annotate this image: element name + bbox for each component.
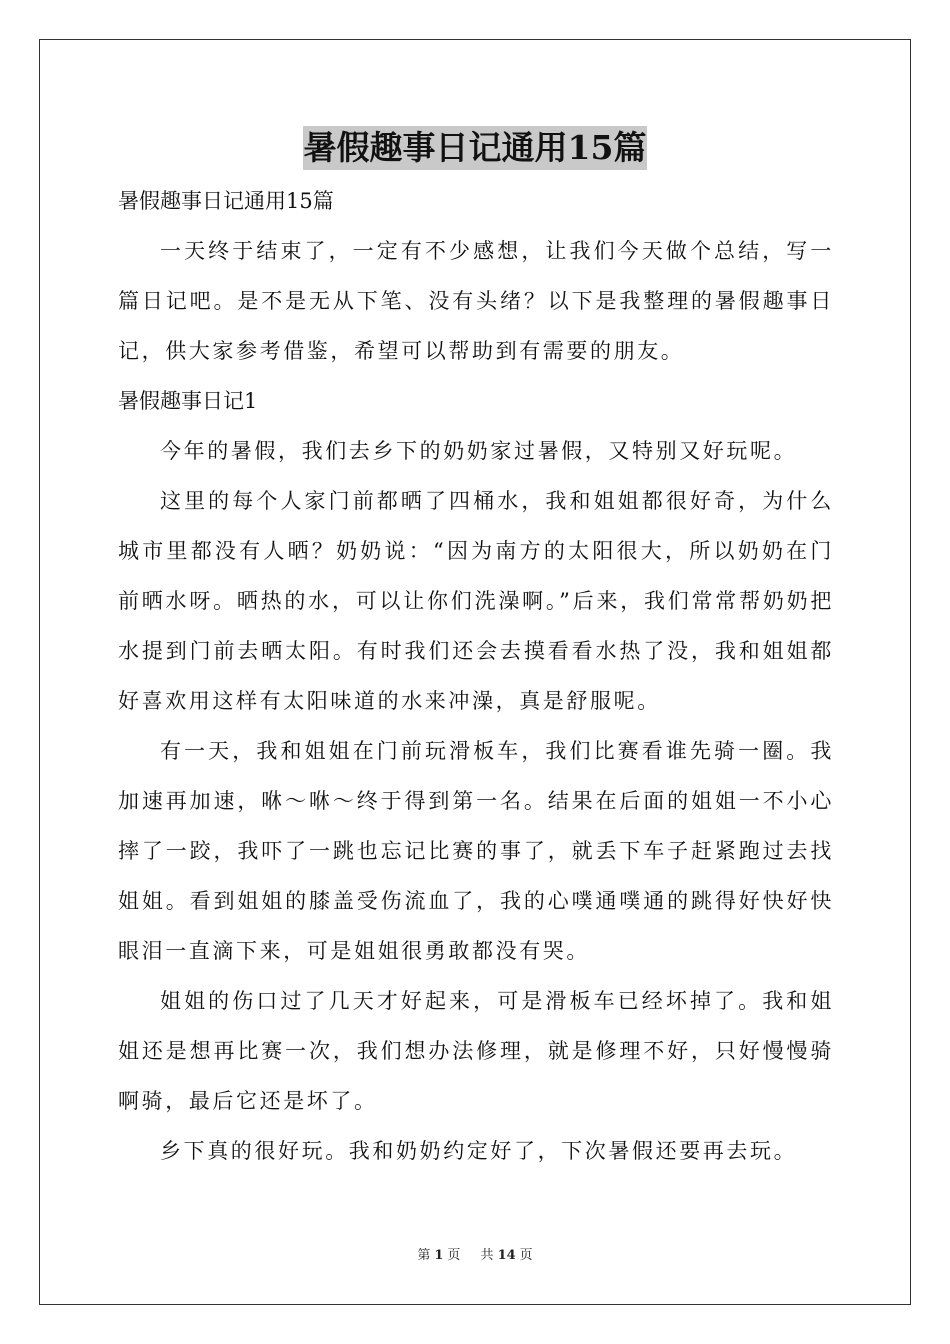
body-paragraph: 乡下真的很好玩。我和奶奶约定好了，下次暑假还要再去玩。 (160, 1139, 798, 1163)
title-container (0, 126, 950, 170)
document-title: 暑假趣事日记通用15篇 (303, 126, 648, 170)
document-subtitle: 暑假趣事日记通用15篇 (118, 189, 334, 213)
document-body (118, 176, 834, 1176)
body-paragraph: 姐姐的伤口过了几天才好起来，可是滑板车已经坏掉了。我和姐姐还是想再比赛一次，我们想办法修理，就是修理不好，只好慢慢骑啊骑，最后它还是坏了。 (118, 989, 834, 1113)
intro-paragraph: 一天终于结束了，一定有不少感想，让我们今天做个总结，写一篇日记吧。是不是无从下笔、没有头绪？以下是我整理的暑假趣事日记，供大家参考借鉴，希望可以帮助到有需要的朋友。 (118, 239, 834, 363)
section-heading: 暑假趣事日记1 (118, 389, 258, 413)
page-footer (0, 1246, 950, 1266)
total-suffix: 页 (519, 1248, 533, 1263)
body-paragraph: 这里的每个人家门前都晒了四桶水，我和姐姐都很好奇，为什么城市里都没有人晒？奶奶说：“因为南方的太阳很大，所以奶奶在门前晒水呀。晒热的水，可以让你们洗澡啊。”后来，我们常常帮奶奶把水提到门前去晒太阳。有时我们还会去摸看看水热了没，我和姐姐都好喜欢用这样有太阳味道的水来冲澡，真是舒服呢。 (118, 489, 834, 713)
page-number: 1 (434, 1248, 444, 1263)
page-suffix: 页 (447, 1248, 461, 1263)
total-prefix: 共 (480, 1248, 494, 1263)
total-indicator (477, 1248, 537, 1263)
total-pages: 14 (497, 1248, 516, 1263)
page-indicator (413, 1248, 464, 1263)
page-prefix: 第 (417, 1248, 431, 1263)
body-paragraph: 有一天，我和姐姐在门前玩滑板车，我们比赛看谁先骑一圈。我加速再加速，咻～咻～终于得到第一名。结果在后面的姐姐一不小心摔了一跤，我吓了一跳也忘记比赛的事了，就丢下车子赶紧跑过去找姐姐。看到姐姐的膝盖受伤流血了，我的心噗通噗通的跳得好快好快眼泪一直滴下来，可是姐姐很勇敢都没有哭。 (118, 739, 834, 963)
body-paragraph: 今年的暑假，我们去乡下的奶奶家过暑假，又特别又好玩呢。 (160, 439, 798, 463)
